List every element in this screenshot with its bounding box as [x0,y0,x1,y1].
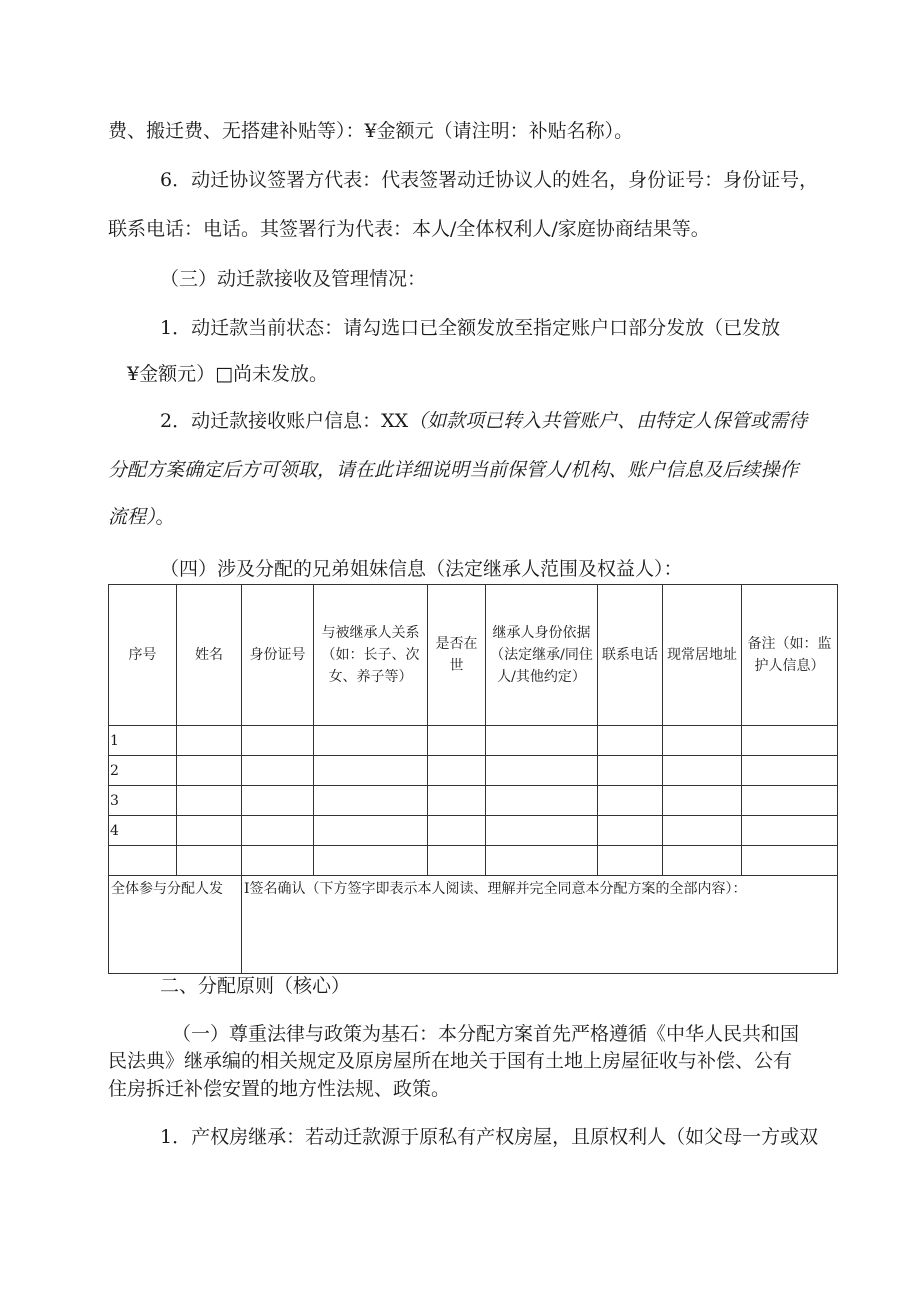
section-heading-principles: 二、分配原则（核心） [160,975,351,997]
cell-address[interactable] [663,786,742,816]
account-note: （如款项已转入共管账户、由特定人保管或需待 [408,410,808,432]
row-index: 1 [109,726,177,756]
header-alive: 是否在世 [428,585,486,726]
row-index [109,846,177,876]
paragraph-law-line2: 民法典》继承编的相关规定及原房屋所在地关于国有土地上房屋征收与补偿、公有 [108,1050,793,1072]
table-row [109,816,838,846]
cell-address[interactable] [663,846,742,876]
cell-name[interactable] [177,726,242,756]
table-row [109,786,838,816]
cell-basis[interactable] [486,726,598,756]
cell-relationship[interactable] [314,816,428,846]
paragraph-law-line1: （一）尊重法律与政策为基石：本分配方案首先严格遵循《中华人民共和国 [172,1023,800,1045]
cell-id[interactable] [242,756,314,786]
cell-basis[interactable] [486,786,598,816]
cell-basis[interactable] [486,816,598,846]
cell-relationship[interactable] [314,726,428,756]
cell-id[interactable] [242,786,314,816]
cell-alive[interactable] [428,816,486,846]
cell-address[interactable] [663,756,742,786]
siblings-table [108,584,838,974]
cell-phone[interactable] [598,726,663,756]
cell-name[interactable] [177,756,242,786]
cell-relationship[interactable] [314,786,428,816]
cell-phone[interactable] [598,846,663,876]
cell-alive[interactable] [428,786,486,816]
table-header-row [109,585,838,726]
table-row [109,756,838,786]
cell-address[interactable] [663,816,742,846]
cell-alive[interactable] [428,756,486,786]
cell-name[interactable] [177,816,242,846]
header-relationship: 与被继承人关系（如：长子、次女、养子等） [314,585,428,726]
section-heading-siblings: （四）涉及分配的兄弟姐妹信息（法定继承人范围及权益人）： [160,558,683,580]
cell-name[interactable] [177,846,242,876]
table-row [109,846,838,876]
row-index: 2 [109,756,177,786]
paragraph-account-line2: 分配方案确定后方可领取，请在此详细说明当前保管人/机构、账户信息及后续操作 [108,459,799,481]
signature-area[interactable]: I签名确认（下方签字即表示本人阅读、理解并完全同意本分配方案的全部内容）： [242,876,838,974]
signature-label: 全体参与分配人发 [109,876,242,974]
cell-id[interactable] [242,726,314,756]
cell-id[interactable] [242,846,314,876]
cell-basis[interactable] [486,846,598,876]
header-id-number: 身份证号 [242,585,314,726]
header-remarks: 备注（如：监护人信息） [742,585,838,726]
header-index: 序号 [109,585,177,726]
header-address: 现常居地址 [663,585,742,726]
cell-remarks[interactable] [742,816,838,846]
cell-alive[interactable] [428,846,486,876]
cell-basis[interactable] [486,756,598,786]
account-period: 。 [155,506,175,528]
header-name: 姓名 [177,585,242,726]
paragraph-payment-status-line1: 1．动迁款当前状态：请勾选口已全额发放至指定账户口部分发放（已发放 [160,317,781,339]
cell-name[interactable] [177,786,242,816]
paragraph-payment-status-line2: ¥金额元）□尚未发放。 [127,363,329,385]
cell-phone[interactable] [598,786,663,816]
section-heading-payment: （三）动迁款接收及管理情况： [160,268,427,290]
cell-alive[interactable] [428,726,486,756]
paragraph-signatory-line2: 联系电话：电话。其签署行为代表：本人/全体权利人/家庭协商结果等。 [108,218,710,240]
paragraph-account-line1 [160,409,807,433]
row-index: 4 [109,816,177,846]
paragraph-law-line3: 住房拆迁补偿安置的地方性法规、政策。 [108,1078,451,1100]
row-index: 3 [109,786,177,816]
table-row [109,726,838,756]
cell-address[interactable] [663,726,742,756]
cell-id[interactable] [242,816,314,846]
cell-phone[interactable] [598,816,663,846]
header-basis: 继承人身份依据（法定继承/同住人/其他约定） [486,585,598,726]
paragraph-property-inheritance: 1．产权房继承：若动迁款源于原私有产权房屋，且原权利人（如父母一方或双 [160,1126,819,1148]
cell-remarks[interactable] [742,846,838,876]
paragraph-subsidy-tail: 费、搬迁费、无搭建补贴等）：¥金额元（请注明：补贴名称）。 [108,120,634,142]
cell-relationship[interactable] [314,846,428,876]
account-note-end: 流程） [108,506,156,528]
account-label: 2．动迁款接收账户信息：XX [160,410,409,432]
cell-phone[interactable] [598,756,663,786]
header-phone: 联系电话 [598,585,663,726]
paragraph-account-line3 [108,505,175,529]
cell-remarks[interactable] [742,756,838,786]
cell-remarks[interactable] [742,726,838,756]
cell-relationship[interactable] [314,756,428,786]
cell-remarks[interactable] [742,786,838,816]
signature-row [109,876,838,974]
paragraph-signatory-line1: 6．动迁协议签署方代表：代表签署动迁协议人的姓名，身份证号：身份证号， [160,169,819,191]
